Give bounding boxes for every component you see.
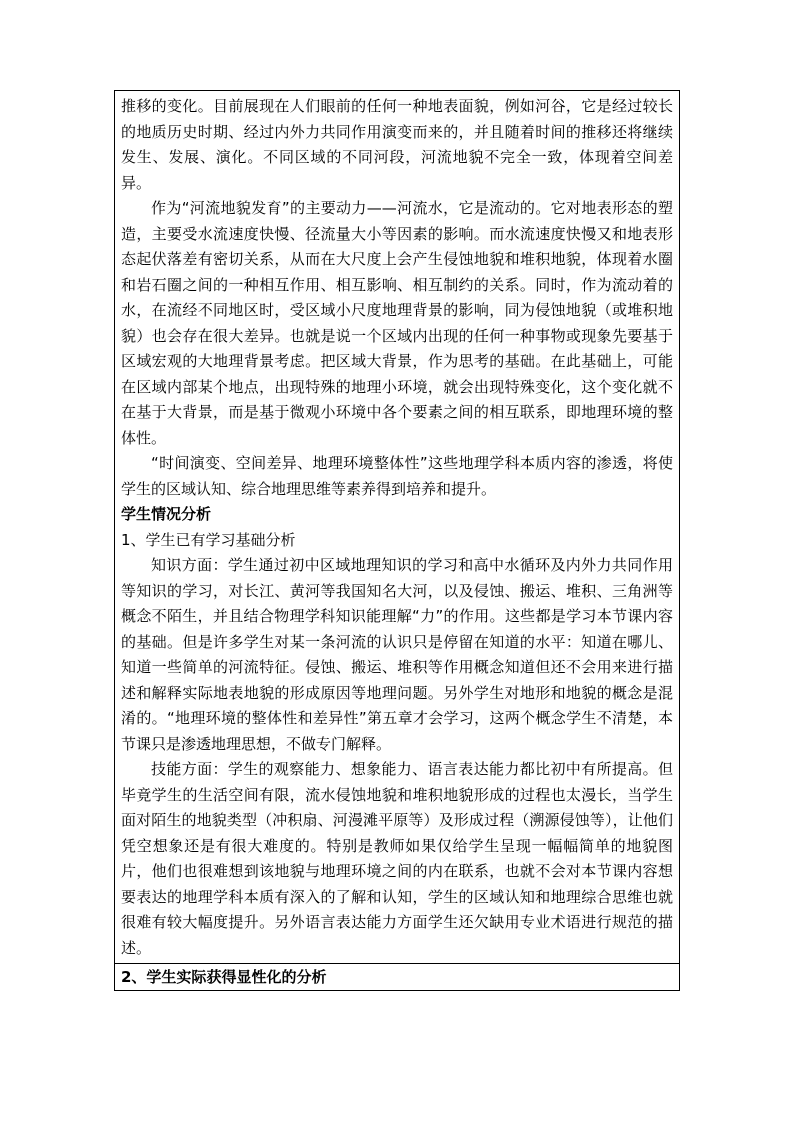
table-cell-subheading [115,964,679,990]
subheading-prior-knowledge: 1、学生已有学习基础分析 [121,530,296,549]
section-heading-student-analysis: 学生情况分析 [121,505,212,523]
paragraph-river-dynamics: 作为“河流地貌发育”的主要动力——河流水，它是流动的。它对地表形态的塑造，主要受水流速度快慢、径流量大小等因素的影响。而水流速度快慢又和地表形态起伏落差有密切关系，从而在大尺度上会产生侵蚀地貌和堆积地貌，体现着水圈和岩石圈之间的一种相互作用、相互影响、相互制约的关系。同时，作为流动着的水，在流经不同地区时，受区域小尺度地理背景的影响，同为侵蚀地貌（或堆积地貌）也会存在很大差异。也就是说一个区域内出现的任何一种事物或现象先要基于区域宏观的大地理背景考虑。把区域大背景，作为思考的基础。在此基础上，可能在区域内部某个地点，出现特殊的地理小环境，就会出现特殊变化，这个变化就不在基于大背景，而是基于微观小环境中各个要素之间的相互联系，即地理环境的整体性。 [121,199,673,447]
paragraph-knowledge-aspect: 知识方面：学生通过初中区域地理知识的学习和高中水循环及内外力共同作用等知识的学习，对长江、黄河等我国知名大河，以及侵蚀、搬运、堆积、三角洲等概念不陌生，并且结合物理学科知识能理解“力”的作用。这些都是学习本节课内容的基础。但是许多学生对某一条河流的认识只是停留在知道的水平：知道在哪儿、知道一些简单的河流特征。侵蚀、搬运、堆积等作用概念知道但还不会用来进行描述和解释实际地表地貌的形成原因等地理问题。另外学生对地形和地貌的概念是混淆的。“地理环境的整体性和差异性”第五章才会学习，这两个概念学生不清楚，本节课只是渗透地理思想，不做专门解释。 [121,556,673,753]
paragraph-skills-aspect: 技能方面：学生的观察能力、想象能力、语言表达能力都比初中有所提高。但毕竟学生的生活空间有限，流水侵蚀地貌和堆积地貌形成的过程也太漫长，当学生面对陌生的地貌类型（冲积扇、河漫滩平原等）及形成过程（溯源侵蚀等），让他们凭空想象还是有很大难度的。特别是教师如果仅给学生呈现一幅幅简单的地貌图片，他们也很难想到该地貌与地理环境之间的内在联系，也就不会对本节课内容想要表达的地理学科本质有深入的了解和认知，学生的区域认知和地理综合思维也就很难有较大幅度提升。另外语言表达能力方面学生还欠缺用专业术语进行规范的描述。 [121,760,673,957]
paragraph-literacy-goal: “时间演变、空间差异、地理环境整体性”这些地理学科本质内容的渗透，将使学生的区域认知、综合地理思维等素养得到培养和提升。 [121,454,673,498]
lesson-plan-table [114,90,680,991]
paragraph-temporal-change: 推移的变化。目前展现在人们眼前的任何一种地表面貌，例如河谷，它是经过较长的地质历史时期、经过内外力共同作用演变而来的，并且随着时间的推移还将继续发生、发展、演化。不同区域的不同河段，河流地貌不完全一致，体现着空间差异。 [121,97,673,192]
subheading-explicit-gains: 2、学生实际获得显性化的分析 [121,968,327,986]
table-cell-content [115,91,679,964]
